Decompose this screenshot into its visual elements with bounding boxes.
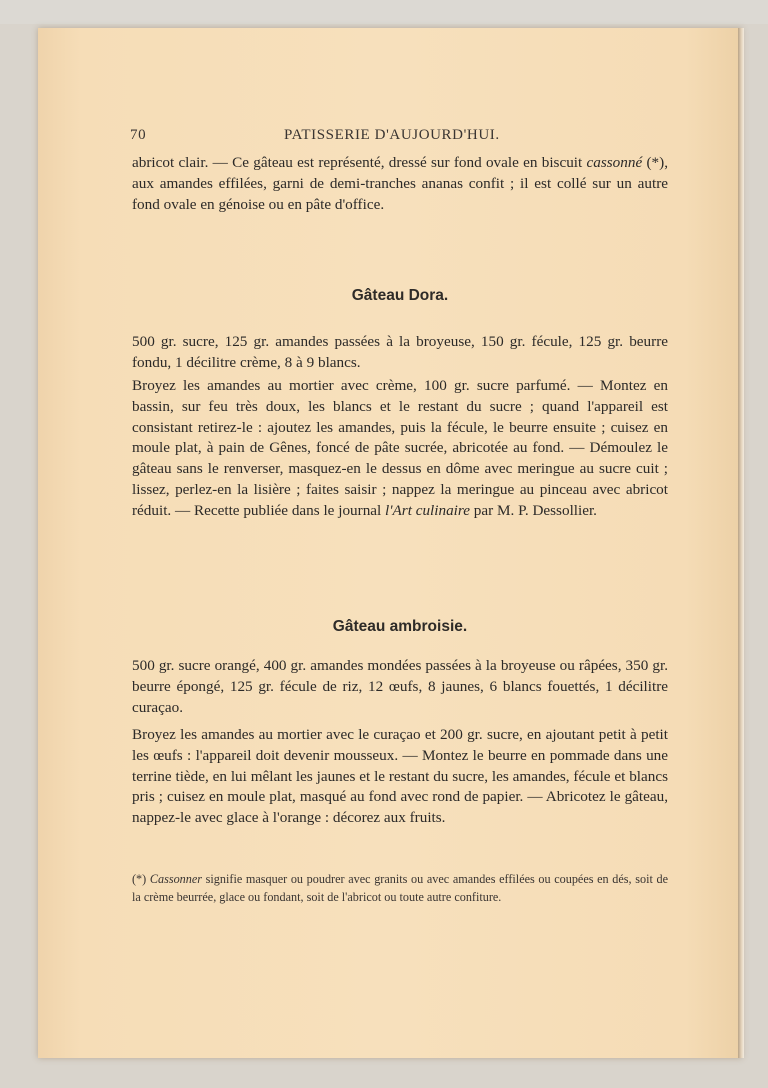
- intro-italic-term: cassonné: [586, 154, 643, 171]
- footnote: [132, 871, 668, 906]
- heading-gateau-dora: Gâteau Dora.: [351, 287, 449, 304]
- dora-method-author: par M. P. Dessollier.: [470, 501, 597, 519]
- intro-paragraph: [132, 153, 668, 215]
- footnote-text: signifie masquer ou poudrer avec granits ou avec amandes effilées ou coupées en dés, soit de la crème beurrée, glace ou fondant, soit de l'abricot ou toute autre confiture.: [132, 872, 669, 904]
- footnote-term: Cassonner: [149, 872, 203, 886]
- page-number: 70: [130, 127, 147, 143]
- running-title: PATISSERIE D'AUJOURD'HUI.: [284, 127, 500, 143]
- dora-method: [132, 376, 668, 522]
- dora-ingredients: 500 gr. sucre, 125 gr. amandes passées à la broyeuse, 150 gr. fécule, 125 gr. beurre fondu, 1 décilitre crème, 8 à 9 blancs.: [132, 333, 668, 371]
- scan-border: [0, 0, 768, 24]
- ambroisie-method: Broyez les amandes au mortier avec le curaçao et 200 gr. sucre, en ajoutant petit à petit les œufs : l'appareil doit devenir mousseux. — Montez le beurre en pommade dans une terrine tiède, en lui mêlant les jaunes et le restant du sucre, les amandes, fécule et blancs pris ; cuisez en moule plat, masqué au fond avec rond de papier. — Abricotez le gâteau, nappez-le avec glace à l'orange : décorez aux fruits.: [132, 726, 668, 827]
- dora-method-text: Broyez les amandes au mortier avec crème, 100 gr. sucre parfumé. — Montez en bassin, sur feu très doux, les blancs et le restant du sucre ; quand l'appareil est consistant retirez-le : ajoutez les amandes, puis la fécule, le beurre ensuite ; cuisez en moule plat, à pain de Gênes, foncé de pâte sucrée, abricotée au fond. — Démoulez le gâteau sans le renverser, masquez-en le dessus en dôme avec meringue au sucre cuit ; lissez, perlez-en la lisière ; faites saisir ; nappez la meringue au pinceau avec abricot réduit. — Recette publiée dans le journal: [132, 377, 668, 519]
- intro-text-start: abricot clair. — Ce gâteau est représenté, dressé sur fond ovale en biscuit: [132, 154, 587, 171]
- intro-text-end: (*), aux amandes effilées, garni de demi-tranches ananas confit ; il est collé sur un autre fond ovale en génoise ou en pâte d'office.: [132, 154, 668, 213]
- dora-journal-title: l'Art culinaire: [385, 501, 470, 519]
- ambroisie-ingredients: 500 gr. sucre orangé, 400 gr. amandes mondées passées à la broyeuse ou râpées, 350 gr. beurre épongé, 125 gr. fécule de riz, 12 œufs, 8 jaunes, 6 blancs fouettés, 1 décilitre curaçao.: [132, 657, 668, 716]
- page-edge: [738, 28, 744, 1058]
- heading-gateau-ambroisie: Gâteau ambroisie.: [332, 618, 468, 635]
- footnote-marker: (*): [132, 872, 150, 886]
